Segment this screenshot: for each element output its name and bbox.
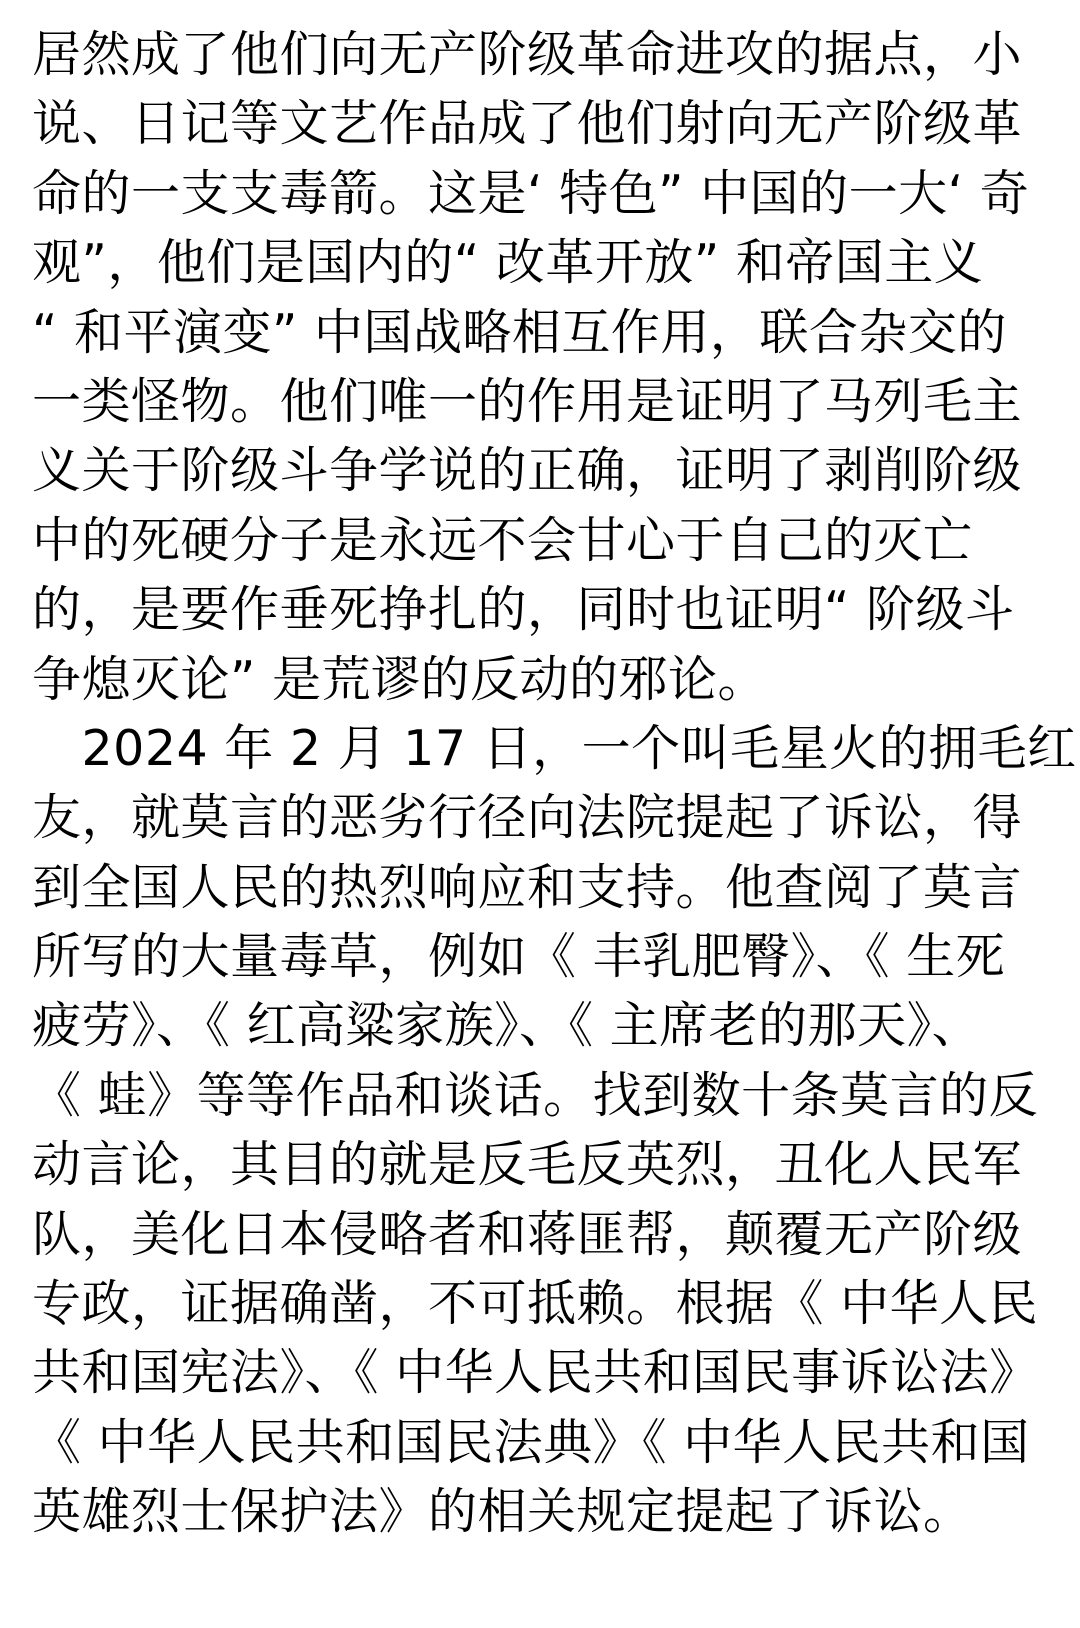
text-line: 到全国人民的热烈响应和支持。他查阅了莫言	[32, 858, 1023, 916]
text-line: 观”，他们是国内的“ 改革开放” 和帝国主义	[32, 234, 984, 292]
text-line: 《 中华人民共和国民法典》《 中华人民共和国	[32, 1413, 1030, 1471]
text-line: 友，就莫言的恶劣行径向法院提起了诉讼，得	[32, 789, 1023, 847]
text-line: 命的一支支毒箭。这是‘ 特色” 中国的一大‘ 奇	[32, 164, 1030, 222]
text-line: 《 蛙》等等作品和谈话。找到数十条莫言的反	[32, 1066, 1039, 1124]
text-line: 争熄灭论” 是荒谬的反动的邪论。	[32, 650, 767, 708]
text-line: 疲劳》、《 红高粱家族》、《 主席老的那天》、	[32, 997, 982, 1055]
text-line: 2024 年 2 月 17 日，一个叫毛星火的拥毛红	[32, 719, 1077, 777]
text-line: 所写的大量毒草，例如《 丰乳肥臀》、《 生死	[32, 928, 1006, 986]
text-line: “ 和平演变” 中国战略相互作用，联合杂交的	[32, 303, 1007, 361]
text-line: 动言论，其目的就是反毛反英烈，丑化人民军	[32, 1136, 1023, 1194]
text-line: 说、日记等文艺作品成了他们射向无产阶级革	[32, 95, 1023, 153]
text-line: 专政，证据确凿，不可抵赖。根据《 中华人民	[32, 1275, 1039, 1333]
text-line: 共和国宪法》、《 中华人民共和国民事诉讼法》	[32, 1344, 1039, 1402]
text-line: 义关于阶级斗争学说的正确，证明了剥削阶级	[32, 442, 1023, 500]
text-line: 英雄烈士保护法》的相关规定提起了诉讼。	[32, 1483, 973, 1541]
text-line: 中的死硬分子是永远不会甘心于自己的灭亡	[32, 511, 973, 569]
text-line: 一类怪物。他们唯一的作用是证明了马列毛主	[32, 372, 1023, 430]
text-line: 队，美化日本侵略者和蒋匪帮，颠覆无产阶级	[32, 1205, 1023, 1263]
text-line: 的，是要作垂死挣扎的，同时也证明“ 阶级斗	[32, 581, 1015, 639]
document-body	[32, 20, 1077, 1547]
text-line: 居然成了他们向无产阶级革命进攻的据点，小	[32, 26, 1023, 83]
